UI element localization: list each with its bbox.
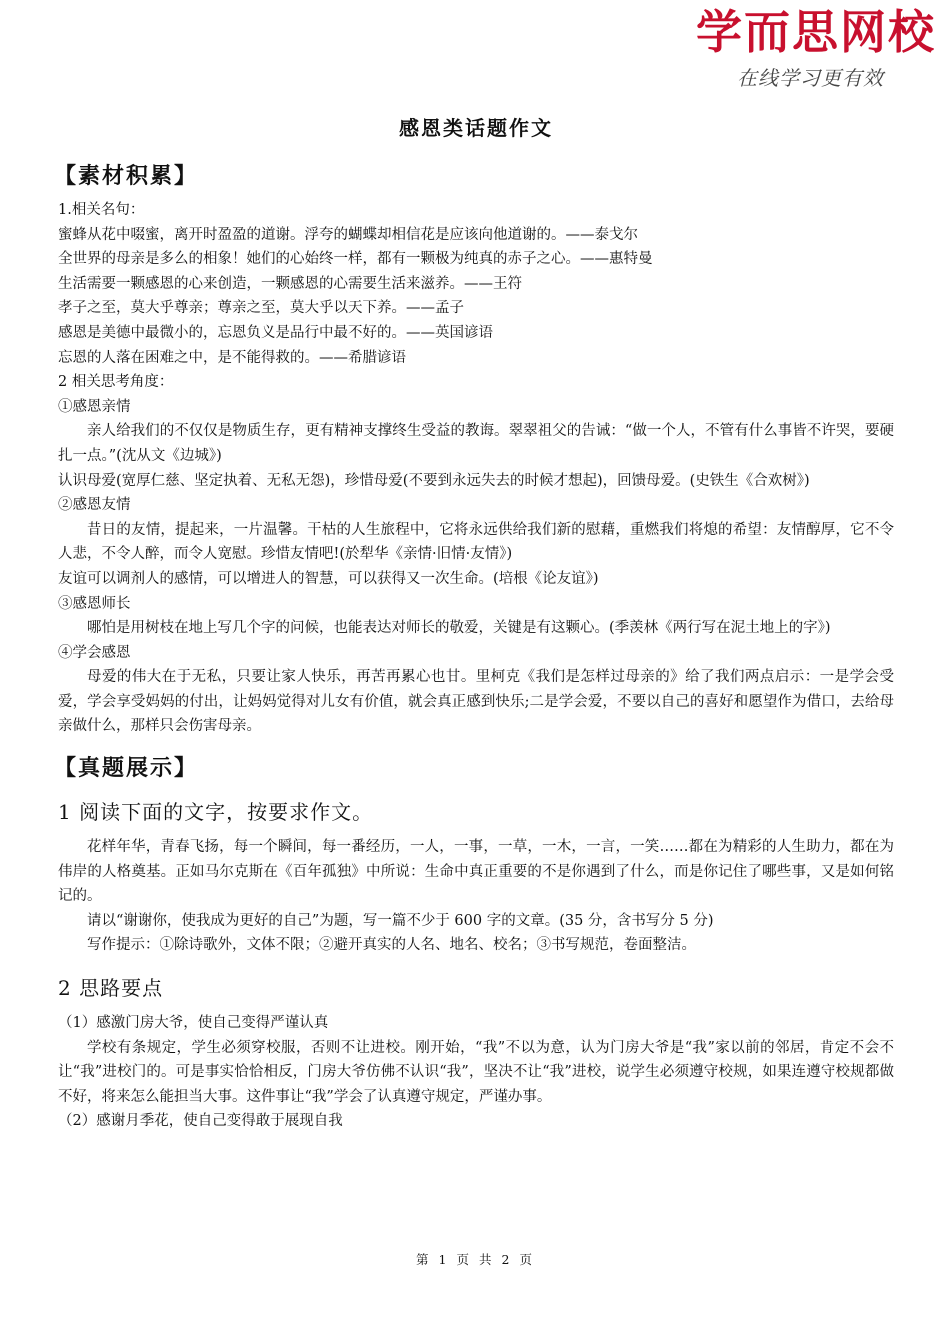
angle-paragraph: 认识母爱(宽厚仁慈、坚定执着、无私无怨)，珍惜母爱(不要到永远失去的时候才想起)，回馈母爱。(史铁生《合欢树》) xyxy=(58,472,810,489)
angle-paragraph: 哪怕是用树枝在地上写几个字的问候，也能表达对师长的敬爱，关键是有这颗心。(季羡林《两行写在泥土地上的字》) xyxy=(87,620,831,637)
point-paragraph: 学校有条规定，学生必须穿校服，否则不让进校。刚开始，“我”不以为意，认为门房大爷是“我”家以前的邻居，肯定不会不让“我”进校门的。可是事实恰恰相反，门房大爷仿佛不认识“我”，坚决不让“我”进校，说学生必须遵守校规，如果连遵守校规都做不好，将来怎么能担当大事。这件事让“我”学会了认真遵守规定，严谨办事。 xyxy=(58,1039,894,1105)
document-body xyxy=(54,112,894,1134)
document-title: 感恩类话题作文 xyxy=(399,116,553,140)
brand-logo xyxy=(666,4,936,91)
footer-prefix: 第 xyxy=(416,1252,431,1267)
footer-suffix: 页 xyxy=(519,1252,534,1267)
angle-paragraph: 母爱的伟大在于无私，只要让家人快乐，再苦再累心也甘。里柯克《我们是怎样过母亲的》给了我们两点启示：一是学会受爱，学会享受妈妈的付出，让妈妈觉得对儿女有价值，就会真正感到快乐;二是学会爱，不要以自己的喜好和愿望作为借口，去给母亲做什么，那样只会伤害母亲。 xyxy=(58,669,894,735)
question-1-paragraph: 花样年华，青春飞扬，每一个瞬间，每一番经历，一人，一事，一草，一木，一言，一笑……都在为精彩的人生助力，都在为伟岸的人格奠基。正如马尔克斯在《百年孤独》中所说：生命中真正重要的不是你遇到了什么，而是你记住了哪些事，又是如何铭记的。 xyxy=(58,839,894,905)
quote-line: 全世界的母亲是多么的相象！她们的心始终一样，都有一颗极为纯真的赤子之心。——惠特曼 xyxy=(58,251,653,268)
angles-label: 2 相关思考角度： xyxy=(58,374,174,391)
angle-paragraph: 友谊可以调剂人的感情，可以增进人的智慧，可以获得又一次生命。(培根《论友谊》) xyxy=(58,570,599,587)
angle-paragraph: 昔日的友情，提起来，一片温馨。干枯的人生旅程中，它将永远供给我们新的慰藉，重燃我们将熄的希望：友情醇厚，它不令人悲，不令人醉，而令人宽慰。珍惜友情吧!(於犁华《亲情·旧情·友情》) xyxy=(58,521,894,563)
quote-line: 忘恩的人落在困难之中，是不能得救的。——希腊谚语 xyxy=(58,349,406,366)
page-footer xyxy=(0,1250,950,1268)
angle-heading-teachers: ③感恩师长 xyxy=(58,595,131,612)
question-1-paragraph: 请以“谢谢你，使我成为更好的自己”为题，写一篇不少于 600 字的文章。(35 分，含书写分 5 分) xyxy=(87,912,714,929)
question-1-heading: 1 阅读下面的文字，按要求作文。 xyxy=(58,800,374,825)
question-2-heading: 2 思路要点 xyxy=(58,976,164,1001)
section-heading-exam: 【真题展示】 xyxy=(54,755,199,782)
logo-slogan: 在线学习更有效 xyxy=(737,66,884,90)
footer-mid: 页 xyxy=(456,1252,471,1267)
point-heading: （1）感激门房大爷，使自己变得严谨认真 xyxy=(58,1015,329,1032)
question-1-paragraph: 写作提示：①除诗歌外，文体不限；②避开真实的人名、地名、校名；③书写规范，卷面整洁。 xyxy=(87,937,696,954)
section-heading-material: 【素材积累】 xyxy=(54,163,199,189)
footer-total-prefix: 共 xyxy=(479,1252,494,1267)
angle-paragraph: 亲人给我们的不仅仅是物质生存，更有精神支撑终生受益的教诲。翠翠祖父的告诫：“做一个人，不管有什么事皆不许哭，要硬扎一点。”(沈从文《边城》) xyxy=(58,423,894,464)
angle-heading-family: ①感恩亲情 xyxy=(58,398,131,415)
quote-line: 蜜蜂从花中啜蜜，离开时盈盈的道谢。浮夸的蝴蝶却相信花是应该向他道谢的。——泰戈尔 xyxy=(58,226,638,243)
point-heading: （2）感谢月季花，使自己变得敢于展现自我 xyxy=(58,1113,343,1130)
angle-heading-friendship: ②感恩友情 xyxy=(58,497,131,514)
quotes-label: 1.相关名句： xyxy=(58,202,145,218)
logo-brand-text: 学而思网校 xyxy=(696,5,936,59)
footer-total-pages: 2 xyxy=(501,1252,512,1267)
quote-line: 孝子之至，莫大乎尊亲；尊亲之至，莫大乎以天下养。——孟子 xyxy=(58,300,464,317)
quote-line: 生活需要一颗感恩的心来创造，一颗感恩的心需要生活来滋养。——王符 xyxy=(58,275,522,292)
angle-heading-learn-gratitude: ④学会感恩 xyxy=(58,644,131,661)
footer-page-number: 1 xyxy=(438,1252,449,1267)
quote-line: 感恩是美德中最微小的，忘恩负义是品行中最不好的。——英国谚语 xyxy=(58,324,493,341)
